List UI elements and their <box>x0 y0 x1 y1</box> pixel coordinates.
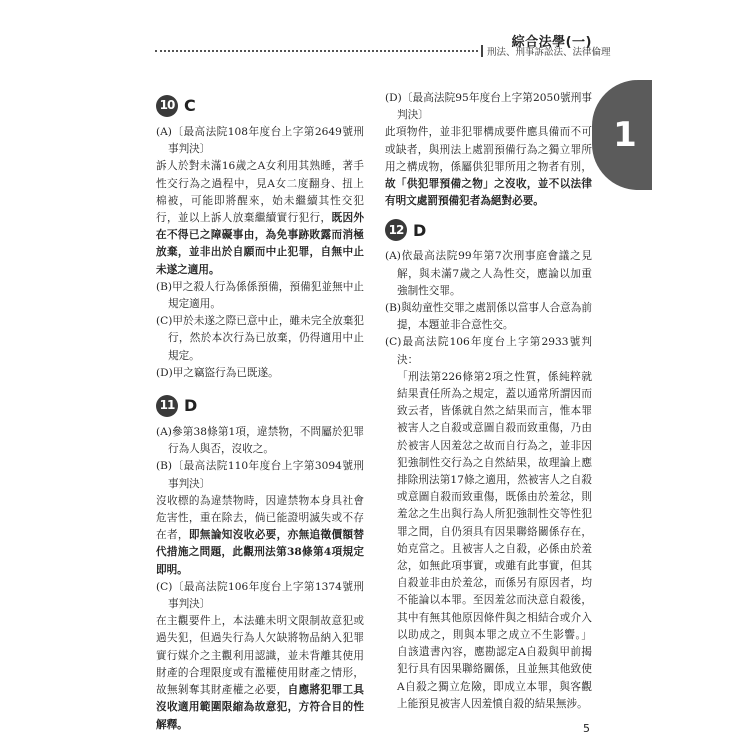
q10-option-d: (D)甲之竊盜行為已既遂。 <box>156 366 279 379</box>
question-number-badge: 12 <box>385 219 407 241</box>
q12-option-c-body: 「刑法第226條第2項之性質，係純粹就結果責任所為之規定，蓋以通常所謂因而致云者，皆係就自然之結果而言，惟本罪被害人之自殺或意圖自殺而致重傷，乃由於被害人因羞忿之故而自行為之，並非因犯強制性交行為之自然結果，故理論上應排除刑法第17條之適用，然被害人之自殺或意圖自殺而致重傷，既係由於羞忿，則羞忿之生出與行為人所犯強制性交等性犯罪之間，自仍須具有因果聯絡關係存在，始克當之。且被害人之自殺，必係由於羞忿，如無此項事實，或雖有此事實，但其自殺並非由於羞忿，而係另有原因者，均不能論以本罪。至因羞忿而決意自殺後，其中有無其他原因條件與之相結合或介入以助成之，則與本罪之成立不生影響。」自該遺書內容，應勘認定A自殺與甲前揭犯行具有因果聯絡關係，且並無其他致使A自殺之獨立危險，即成立本罪，與客觀上能預見被害人因羞憤自殺的結果無涉。 <box>397 370 592 710</box>
header-dotted-rule <box>155 50 478 52</box>
answer-header-10 <box>156 94 364 118</box>
answer-letter: D <box>413 220 427 240</box>
page-number: 5 <box>583 722 590 735</box>
right-column <box>385 90 592 713</box>
q10-option-a-citation: (A)〔最高法院108年度台上字第2649號刑事判決〕 <box>156 126 364 156</box>
chapter-tab-number: 1 <box>613 115 637 155</box>
chapter-tab <box>592 80 652 190</box>
answer-letter: D <box>184 396 198 416</box>
left-column <box>156 90 364 734</box>
answer-header-12 <box>385 218 592 242</box>
answer-header-11 <box>156 394 364 418</box>
q11-option-b-citation: (B)〔最高法院110年度台上字第3094號刑事判決〕 <box>156 460 364 490</box>
q12-option-c-citation: (C)最高法院106年度台上字第2933號判決： <box>385 336 592 366</box>
question-number-badge: 11 <box>156 395 178 417</box>
q11-option-d-citation: (D)〔最高法院95年度台上字第2050號刑事判決〕 <box>385 92 592 122</box>
q12-option-b: (B)與幼童性交罪之處罰係以當事人合意為前提，本題並非合意性交。 <box>385 302 592 332</box>
question-number-badge: 10 <box>156 95 178 117</box>
q10-option-a-body: 訴人於對未滿16歲之A女利用其熟睡，著手性交行為之過程中，見A女二度翻身、扭上棉被，可能即將醒來，始未繼續其性交犯行，並以上訴人放棄繼續實行犯行，既因外在不得已之障礙事由，為免事跡敗露而消極放棄，並非出於自願而中止犯罪，自無中止未遂之適用。 <box>156 160 365 276</box>
header-divider-bar <box>481 45 483 57</box>
q11-option-d-body: 此項物件，並非犯罪構成要件應具備而不可或缺者，與刑法上處罰預備行為之獨立罪所用之構成物，係屬供犯罪所用之物者有別，故「供犯罪預備之物」之沒收，並不以法律有明文處罰預備犯者為絕對必要。 <box>385 126 592 208</box>
q10-option-c: (C)甲於未遂之際已意中止，雖未完全放棄犯行，然於本次行為已放棄，仍得適用中止規定。 <box>156 315 364 362</box>
q11-option-a: (A)參第38條第1項，違禁物，不問屬於犯罪行為人與否，沒收之。 <box>156 426 364 456</box>
q11-option-c-citation: (C)〔最高法院106年度台上字第1374號刑事判決〕 <box>156 580 364 611</box>
header-subtitle: 刑法、刑事訴訟法、法律倫理 <box>487 47 611 58</box>
q11-option-b-body: 沒收標的為違禁物時，因違禁物本身具社會危害性，重在除去，倘已能證明滅失或不存在者，即無論知沒收必要，亦無追徵價額替代措施之問題，此觀刑法第38條第4項規定即明。 <box>156 494 365 576</box>
q11-option-c-body: 在主觀要件上，本法雖未明文限制故意犯或過失犯，但過失行為人欠缺將物品納入犯罪實行媒介之主觀利用認識，並未背離其使用財產的合理限度或有濫權使用財產之情形，故無剝奪其財產權之必要，自應將犯罪工具沒收適用範圍限縮為故意犯，方符合目的性解釋。 <box>156 615 365 731</box>
answer-letter: C <box>184 96 196 116</box>
header-title: 綜合法學(一) <box>511 35 592 50</box>
q10-option-b: (B)甲之殺人行為係係預備，預備犯並無中止規定適用。 <box>156 280 364 311</box>
q12-option-a: (A)依最高法院99年第7次刑事庭會議之見解，與未滿7歲之人為性交，應論以加重強制性交罪。 <box>385 250 592 297</box>
